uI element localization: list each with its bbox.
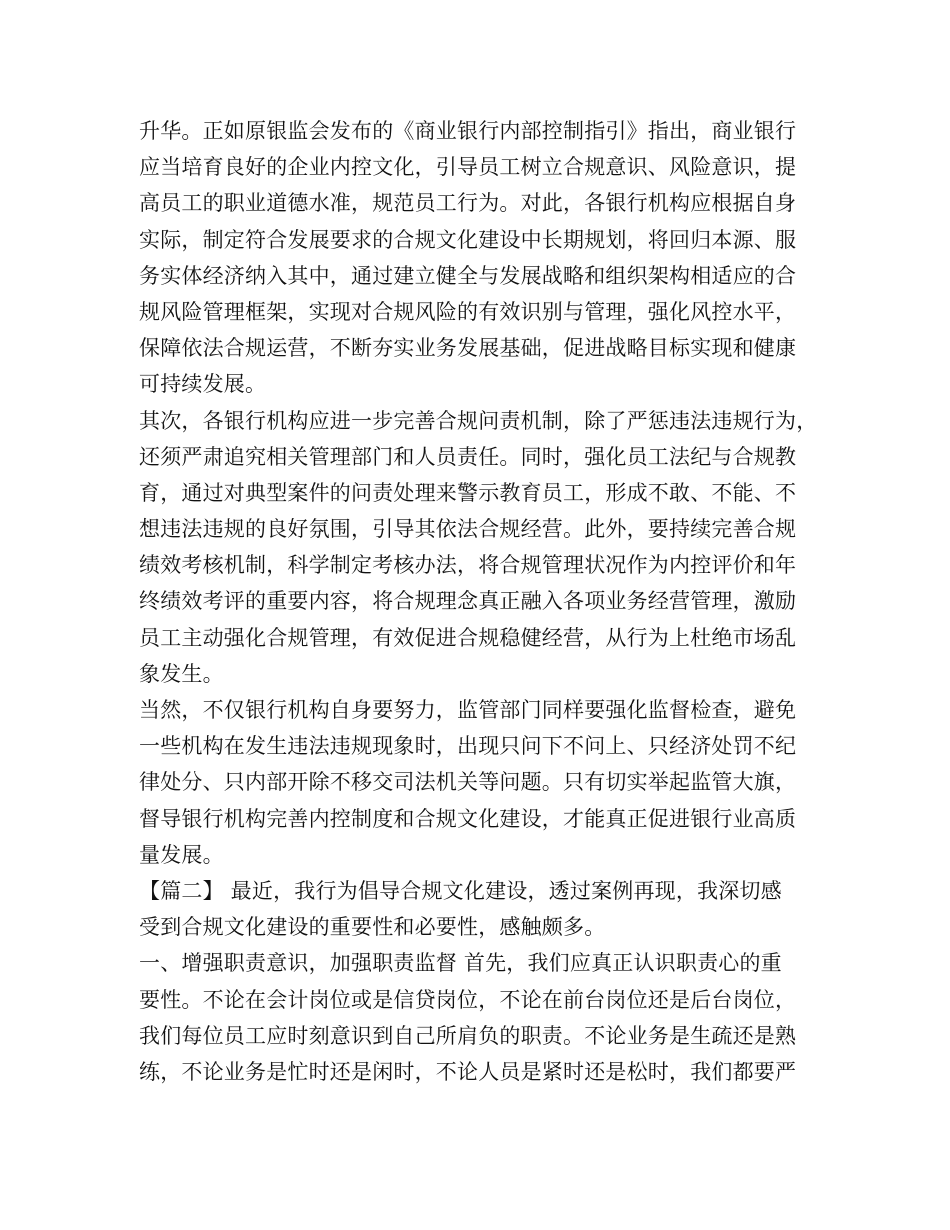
text-line-9: 其次，各银行机构应进一步完善合规问责机制，除了严惩违法违规行为， [139, 408, 818, 433]
text-line-10: 还须严肃追究相关管理部门和人员责任。同时，强化员工法纪与合规教 [139, 444, 797, 469]
text-line-19: 律处分、只内部开除不移交司法机关等问题。只有切实举起监管大旗， [139, 770, 797, 795]
text-line-5: 务实体经济纳入其中，通过建立健全与发展战略和组织架构相适应的合 [139, 263, 797, 288]
text-line-3: 高员工的职业道德水准，规范员工行为。对此，各银行机构应根据自身 [139, 191, 797, 216]
text-line-21: 量发展。 [139, 842, 224, 867]
text-line-22: 【篇二】 最近，我行为倡导合规文化建设，透过案例再现，我深切感 [139, 878, 782, 903]
text-line-6: 规风险管理框架，实现对合规风险的有效识别与管理，强化风控水平， [139, 299, 797, 324]
text-line-11: 育，通过对典型案件的问责处理来警示教育员工，形成不敢、不能、不 [139, 480, 797, 505]
text-line-14: 终绩效考评的重要内容，将合规理念真正融入各项业务经营管理，激励 [139, 589, 797, 614]
text-line-1: 升华。正如原银监会发布的《商业银行内部控制指引》指出，商业银行 [139, 119, 797, 143]
document-body [139, 113, 829, 1090]
text-line-27: 练，不论业务是忙时还是闲时，不论人员是紧时还是松时，我们都要严 [139, 1059, 797, 1084]
text-line-23: 受到合规文化建设的重要性和必要性，感触颇多。 [139, 915, 606, 940]
text-line-8: 可持续发展。 [139, 372, 267, 397]
text-line-15: 员工主动强化合规管理，有效促进合规稳健经营，从行为上杜绝市场乱 [139, 625, 797, 650]
text-line-7: 保障依法合规运营，不断夯实业务发展基础，促进战略目标实现和健康 [139, 336, 797, 361]
text-line-16: 象发生。 [139, 661, 224, 686]
text-line-20: 督导银行机构完善内控制度和合规文化建设，才能真正促进银行业高质 [139, 806, 797, 831]
text-line-13: 绩效考核机制，科学制定考核办法，将合规管理状况作为内控评价和年 [139, 553, 797, 578]
text-line-2: 应当培育良好的企业内控文化，引导员工树立合规意识、风险意识，提 [139, 155, 797, 180]
text-line-17: 当然，不仅银行机构自身要努力，监管部门同样要强化监督检查，避免 [139, 698, 797, 722]
text-line-25: 要性。不论在会计岗位或是信贷岗位，不论在前台岗位还是后台岗位， [139, 987, 797, 1012]
text-line-26: 我们每位员工应时刻意识到自己所肩负的职责。不论业务是生疏还是熟 [139, 1023, 797, 1048]
text-line-12: 想违法违规的良好氛围，引导其依法合规经营。此外，要持续完善合规 [139, 517, 797, 542]
text-line-18: 一些机构在发生违法违规现象时，出现只问下不问上、只经济处罚不纪 [139, 734, 797, 759]
text-line-4: 实际，制定符合发展要求的合规文化建设中长期规划，将回归本源、服 [139, 227, 797, 252]
text-line-24: 一、增强职责意识，加强职责监督 首先，我们应真正认识职责心的重 [139, 951, 782, 976]
